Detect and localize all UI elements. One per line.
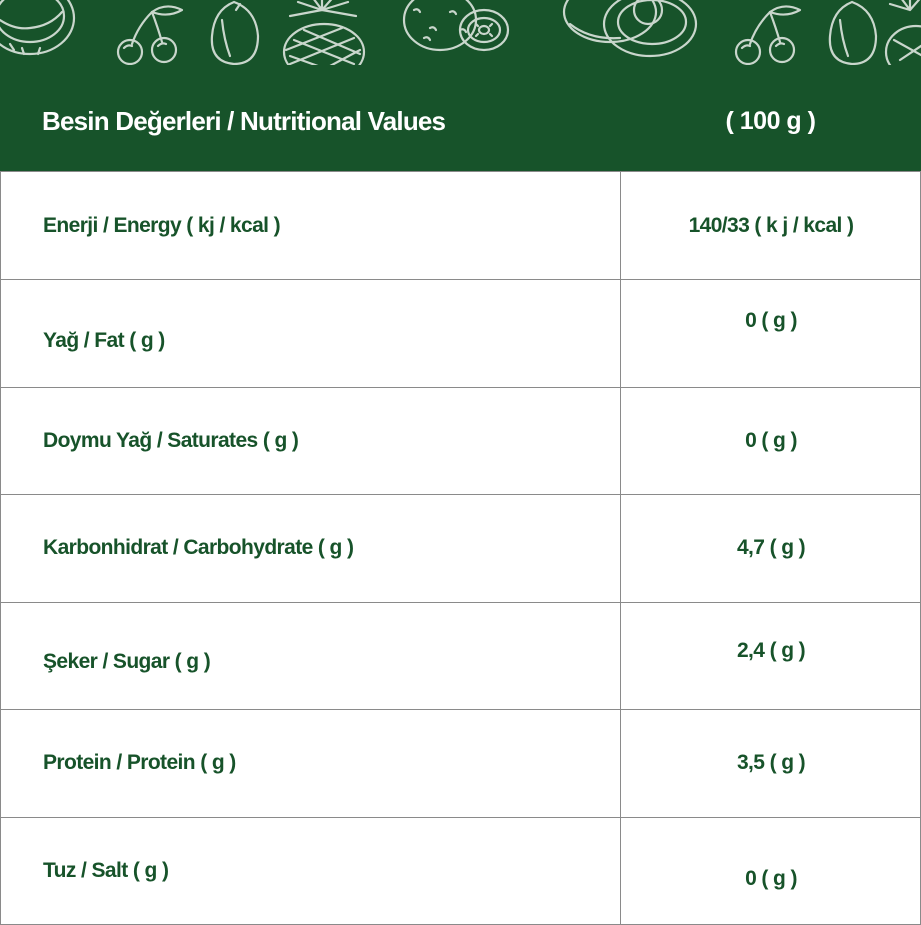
row-label bbox=[43, 495, 603, 602]
table-row-carbohydrate bbox=[1, 495, 920, 603]
row-label bbox=[43, 603, 603, 710]
value-salt: 0 ( g ) bbox=[745, 867, 797, 891]
pineapple-icon bbox=[886, 0, 921, 65]
header-title: Besin Değerleri / Nutritional Values bbox=[42, 106, 446, 136]
label-carbohydrate: Karbonhidrat / Carbohydrate ( g ) bbox=[43, 536, 354, 560]
row-label bbox=[43, 818, 603, 925]
value-carbohydrate: 4,7 ( g ) bbox=[736, 536, 806, 560]
row-label bbox=[43, 280, 603, 387]
value-sugar: 2,4 ( g ) bbox=[736, 638, 806, 662]
row-value bbox=[620, 495, 921, 602]
label-energy: Enerji / Energy ( kj / kcal ) bbox=[43, 213, 281, 237]
avocado-icon bbox=[212, 2, 258, 64]
header-unit: ( 100 g ) bbox=[725, 107, 816, 135]
row-value bbox=[620, 603, 921, 710]
table-row-salt bbox=[1, 818, 920, 925]
avocado-half-icon bbox=[564, 0, 696, 56]
value-energy: 140/33 ( k j / kcal ) bbox=[688, 213, 854, 237]
table-row-energy bbox=[1, 172, 920, 280]
label-saturates: Doymu Yağ / Saturates ( g ) bbox=[43, 428, 299, 452]
table-row-saturates bbox=[1, 388, 920, 496]
row-label bbox=[43, 172, 603, 279]
row-value bbox=[620, 710, 921, 817]
row-value bbox=[620, 280, 921, 387]
table-row-sugar bbox=[1, 603, 920, 711]
label-salt: Tuz / Salt ( g ) bbox=[43, 859, 169, 883]
label-sugar: Şeker / Sugar ( g ) bbox=[43, 649, 211, 673]
nutrition-table bbox=[0, 171, 921, 925]
cherry-icon bbox=[118, 6, 182, 64]
kiwi-slice-icon bbox=[460, 10, 508, 50]
table-row-protein bbox=[1, 710, 920, 818]
row-value bbox=[620, 172, 921, 279]
fruit-illustration-banner bbox=[0, 0, 921, 65]
value-saturates: 0 ( g ) bbox=[745, 428, 797, 452]
table-header bbox=[0, 65, 921, 171]
row-value bbox=[620, 388, 921, 495]
label-protein: Protein / Protein ( g ) bbox=[43, 751, 236, 775]
pineapple-icon bbox=[284, 0, 364, 65]
row-label bbox=[43, 388, 603, 495]
cherry-icon bbox=[736, 6, 800, 64]
table-row-fat bbox=[1, 280, 920, 388]
lemon-half-icon bbox=[0, 0, 74, 54]
fruit-pattern bbox=[0, 0, 921, 65]
row-value bbox=[620, 818, 921, 925]
avocado-icon bbox=[830, 2, 876, 64]
label-fat: Yağ / Fat ( g ) bbox=[43, 329, 165, 353]
value-fat: 0 ( g ) bbox=[745, 309, 797, 333]
value-protein: 3,5 ( g ) bbox=[736, 751, 806, 775]
row-label bbox=[43, 710, 603, 817]
